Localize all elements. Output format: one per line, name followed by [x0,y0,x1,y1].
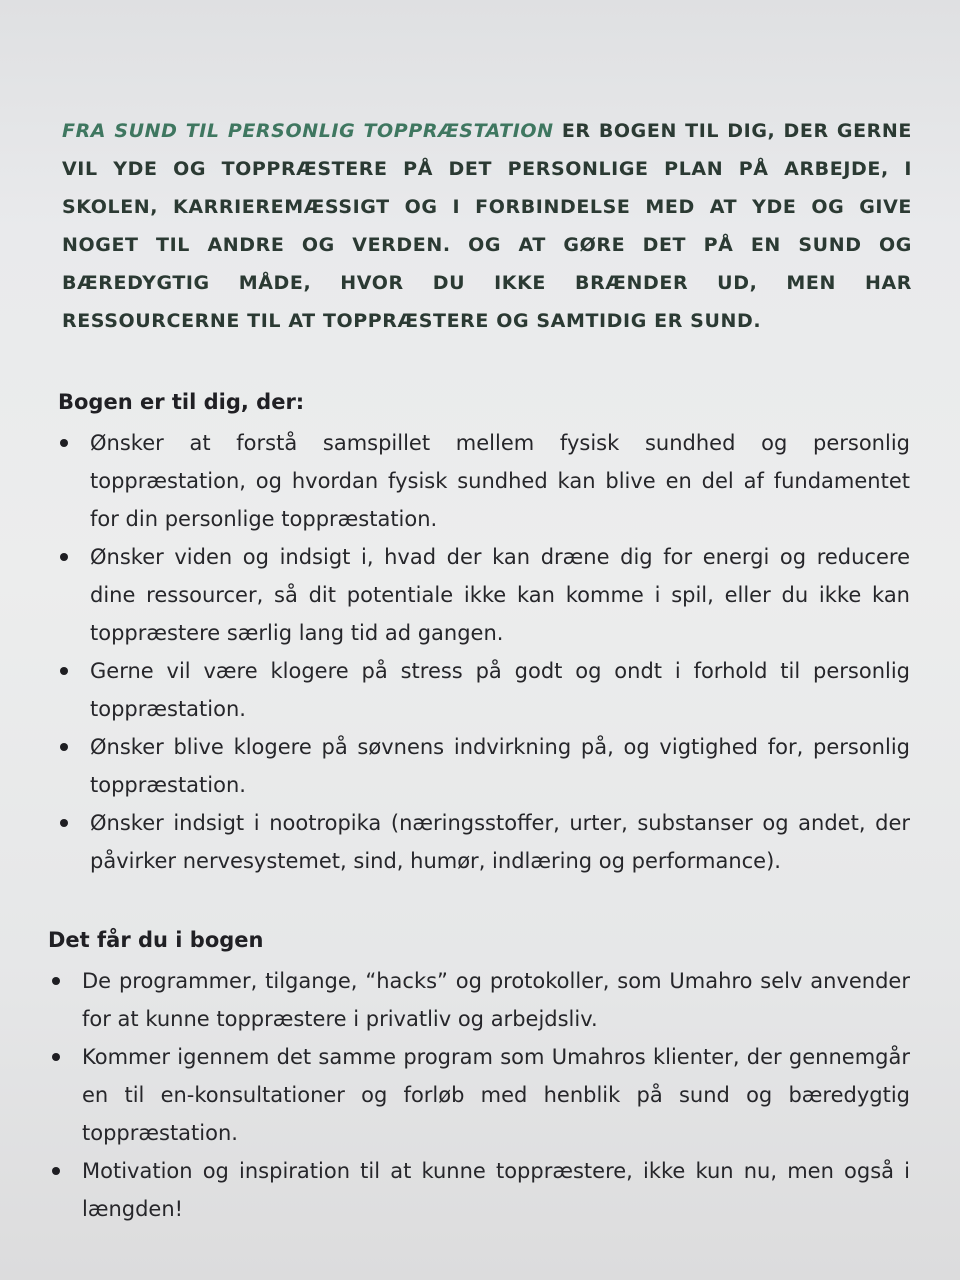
list-item-text: Ønsker indsigt i nootropika (næringsstoffer, urter, substanser og andet, der påvirker nervesystemet, sind, humør, indlæring og performance). [90,811,910,873]
list-item [50,1152,910,1228]
list-item [50,1038,910,1152]
bullet-icon [52,1167,60,1175]
bullet-icon [60,439,68,447]
intro-text: ER BOGEN TIL DIG, DER GERNE VIL YDE OG TOPPRÆSTERE PÅ DET PERSONLIGE PLAN PÅ ARBEJDE, I SKOLEN, KARRIEREMÆSSIGT OG I FORBINDELSE MED AT YDE OG GIVE NOGET TIL ANDRE OG VERDEN. OG AT GØRE DET PÅ EN SUND OG BÆREDYGTIG MÅDE, HVOR DU IKKE BRÆNDER UD, MEN HAR RESSOURCERNE TIL AT TOPPRÆSTERE OG SAMTIDIG ER SUND. [62,120,912,332]
book-contents-list [50,962,910,1228]
list-item [50,962,910,1038]
section-heading-target-audience: Bogen er til dig, der: [58,390,305,414]
list-item-text: Ønsker viden og indsigt i, hvad der kan dræne dig for energi og reducere dine ressourcer, så dit potentiale ikke kan komme i spil, eller du ikke kan toppræstere særlig lang tid ad gangen. [90,545,910,645]
list-item-text: De programmer, tilgange, “hacks” og protokoller, som Umahro selv anvender for at kunne toppræstere i privatliv og arbejdsliv. [82,969,910,1031]
bullet-icon [60,743,68,751]
target-audience-section [58,386,910,880]
list-item [58,652,910,728]
intro-paragraph [62,112,912,340]
list-item [58,424,910,538]
bullet-icon [60,553,68,561]
list-item-text: Gerne vil være klogere på stress på godt og ondt i forhold til personlig toppræstation. [90,659,910,721]
bullet-icon [60,819,68,827]
bullet-icon [60,667,68,675]
list-item-text: Motivation og inspiration til at kunne toppræstere, ikke kun nu, men også i længden! [82,1159,910,1221]
list-item-text: Ønsker at forstå samspillet mellem fysisk sundhed og personlig toppræstation, og hvordan fysisk sundhed kan blive en del af fundamentet for din personlige toppræstation. [90,431,910,531]
target-audience-list [58,424,910,880]
list-item [58,538,910,652]
list-item [58,804,910,880]
list-item-text: Kommer igennem det samme program som Umahros klienter, der gennemgår en til en-konsultationer og forløb med henblik på sund og bæredygtig toppræstation. [82,1045,910,1145]
bullet-icon [52,977,60,985]
book-contents-section [48,924,910,1228]
list-item [58,728,910,804]
bullet-icon [52,1053,60,1061]
book-title: FRA SUND TIL PERSONLIG TOPPRÆSTATION [62,120,554,142]
section-heading-book-contents: Det får du i bogen [48,928,264,952]
list-item-text: Ønsker blive klogere på søvnens indvirkning på, og vigtighed for, personlig toppræstation. [90,735,910,797]
